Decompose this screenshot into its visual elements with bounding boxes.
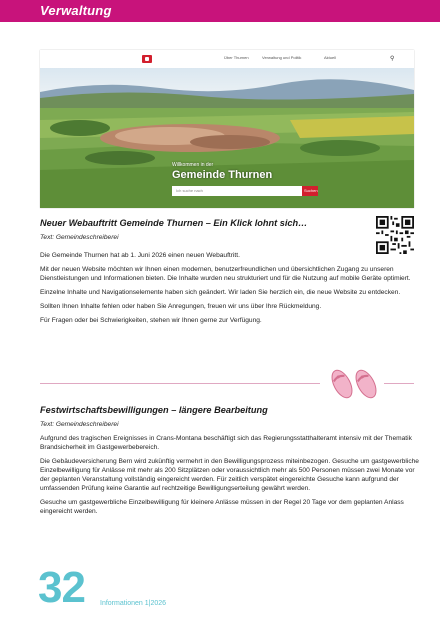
section-header-bar [0,0,440,22]
nav-item-ueber-thurnen[interactable]: Über Thurnen [224,55,249,60]
hero-search-input[interactable] [172,186,318,196]
section-divider [384,383,414,384]
hero-search-button[interactable] [302,186,318,196]
article-headline: Neuer Webauftritt Gemeinde Thurnen – Ein Klick lohnt sich… [40,218,308,228]
landscape-photo [40,50,414,208]
publication-name: Informationen 1|2026 [100,600,167,607]
hero-text [172,162,272,181]
article-new-website [40,217,370,242]
qr-code-icon[interactable] [376,216,414,254]
article-paragraph: Für Fragen oder bei Schwierigkeiten, stehen wir Ihnen gerne zur Verfügung. [40,317,262,325]
article-headline: Festwirtschaftsbewilligungen – längere Bearbeitung [40,405,268,415]
article-new-website-body [40,251,422,326]
article-byline: Text: Gemeindeschreiberei [40,420,119,428]
section-title: Verwaltung [40,3,112,18]
article-byline: Text: Gemeindeschreiberei [40,233,119,241]
article-paragraph: Gesuche um gastgewerbliche Einzelbewilligung für kleinere Anlässe müssen in der Regel 20 Tage vor dem geplanten Anlass eingereicht werden. [40,499,404,516]
hero-subtitle: Willkommen in der [172,162,214,168]
article-paragraph: Die Gebäudeversicherung Bern wird zukünftig vermehrt in den Bewilligungsprozess miteinbezogen. Gesuche um gastgewerbliche Einzelbewilligung für Anlässe mit mehr als 200 Sitzplätzen oder voraussichtlich mehr als 500 Personen müssen zwei Monate vor der geplanten Veranstaltung vollständig eingereicht werden. Für zeitlich verspätet eingereichte Gesuche kann aufgrund der umfassenden Prüfung keine Garantie auf rechtzeitige Bewilligungserteilung gewährt werden. [40,457,419,493]
site-header [40,50,414,68]
search-placeholder: Ich suche nach [176,188,203,193]
municipality-logo-icon[interactable] [142,55,152,63]
hero-title: Gemeinde Thurnen [172,169,273,181]
article-paragraph: Einzelne Inhalte und Navigationselemente haben sich geändert. Wir laden Sie herzlich ein, die neue Website zu entdecken. [40,289,401,297]
website-screenshot [40,50,414,208]
sandals-icon [326,364,382,402]
article-paragraph: Sollten Ihnen Inhalte fehlen oder haben Sie Anregungen, freuen wir uns über Ihre Rückmeldung. [40,303,322,311]
article-festwirtschaft [40,404,422,517]
article-paragraph: Mit der neuen Website möchten wir Ihnen einen modernen, benutzerfreundlichen und übersichtlichen Zugang zu unseren Dienstleistungen und Informationen bieten. Die Inhalte wurden neu strukturiert und für die Nutzung auf mobile Geräte optimiert. [40,266,411,283]
search-button-label: Suchen [304,188,318,193]
nav-item-verwaltung[interactable]: Verwaltung und Politik [262,55,302,60]
section-divider [40,383,320,384]
article-paragraph: Aufgrund des tragischen Ereignisses in Crans-Montana beschäftigt sich das Regierungsstatthalteramt intensiv mit der Thematik Brandsicherheit im Gastgewerbebereich. [40,434,412,451]
search-icon[interactable]: ⚲ [390,56,395,62]
article-paragraph: Die Gemeinde Thurnen hat ab 1. Juni 2026 einen neuen Webauftritt. [40,252,240,259]
nav-item-aktuell[interactable]: Aktuell [324,55,337,60]
page-number: 32 [38,563,85,612]
